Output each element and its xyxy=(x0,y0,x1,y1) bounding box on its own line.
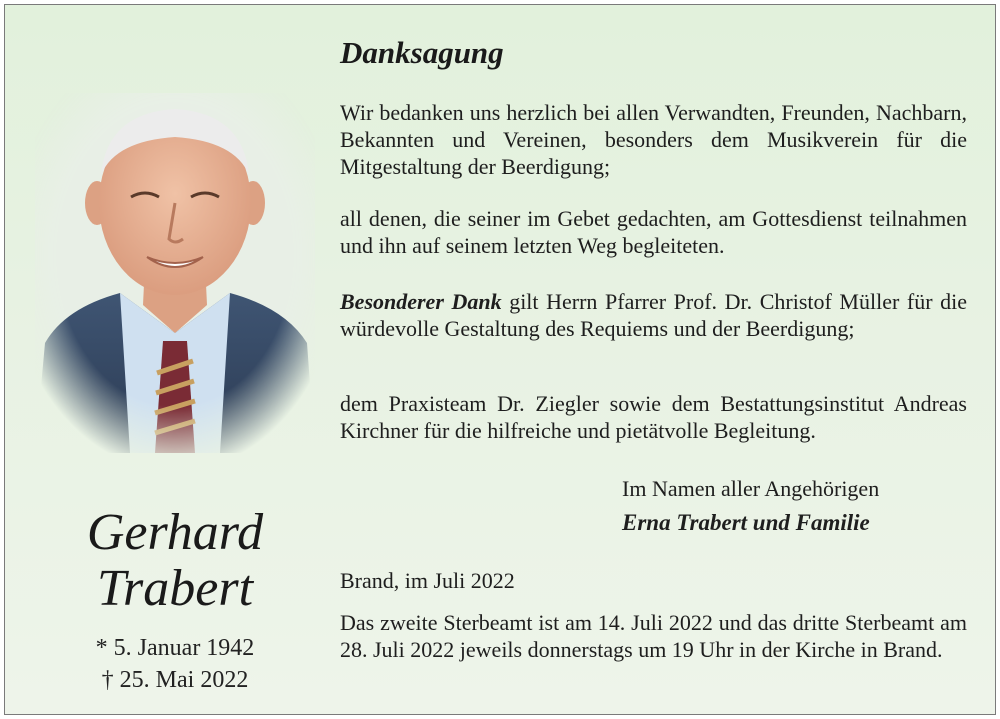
deceased-last-name: Trabert xyxy=(96,560,254,617)
place-date: Brand, im Juli 2022 xyxy=(340,568,515,593)
thanks-paragraph-1: Wir bedanken uns herzlich bei allen Verwandten, Freunden, Nachbarn, Bekannten und Vereinen, besonders dem Musikverein für die Mitgestaltung der Beerdigung; xyxy=(340,100,967,179)
portrait-photo xyxy=(35,93,315,453)
thanks-paragraph-2: all denen, die seiner im Gebet gedachten, am Gottesdienst teilnahmen und ihn auf seinem letzten Weg begleiteten. xyxy=(340,206,967,258)
birth-date: * 5. Januar 1942 xyxy=(95,635,255,661)
memorial-mass-paragraph: Das zweite Sterbeamt ist am 14. Juli 2022 und das dritte Sterbeamt am 28. Juli 2022 jeweils donnerstags um 19 Uhr in der Kirche in Brand. xyxy=(340,610,967,662)
thanks-paragraph-3-text: gilt Herrn Pfarrer Prof. Dr. Christof Müller für die würdevolle Gestaltung des Requiems und der Beerdigung; xyxy=(340,289,967,341)
notice-heading: Danksagung xyxy=(340,35,504,70)
special-thanks-lead: Besonderer Dank xyxy=(340,289,502,314)
deceased-first-name: Gerhard xyxy=(86,504,264,561)
signature-line-2: Erna Trabert und Familie xyxy=(622,510,870,535)
thanks-paragraph-4: dem Praxisteam Dr. Ziegler sowie dem Bestattungsinstitut Andreas Kirchner für die hilfreiche und pietätvolle Begleitung. xyxy=(340,391,967,443)
obituary-card xyxy=(4,4,996,715)
signature-line-1: Im Namen aller Angehörigen xyxy=(622,476,880,501)
thanks-paragraph-3 xyxy=(340,288,967,342)
death-date: † 25. Mai 2022 xyxy=(101,667,249,693)
